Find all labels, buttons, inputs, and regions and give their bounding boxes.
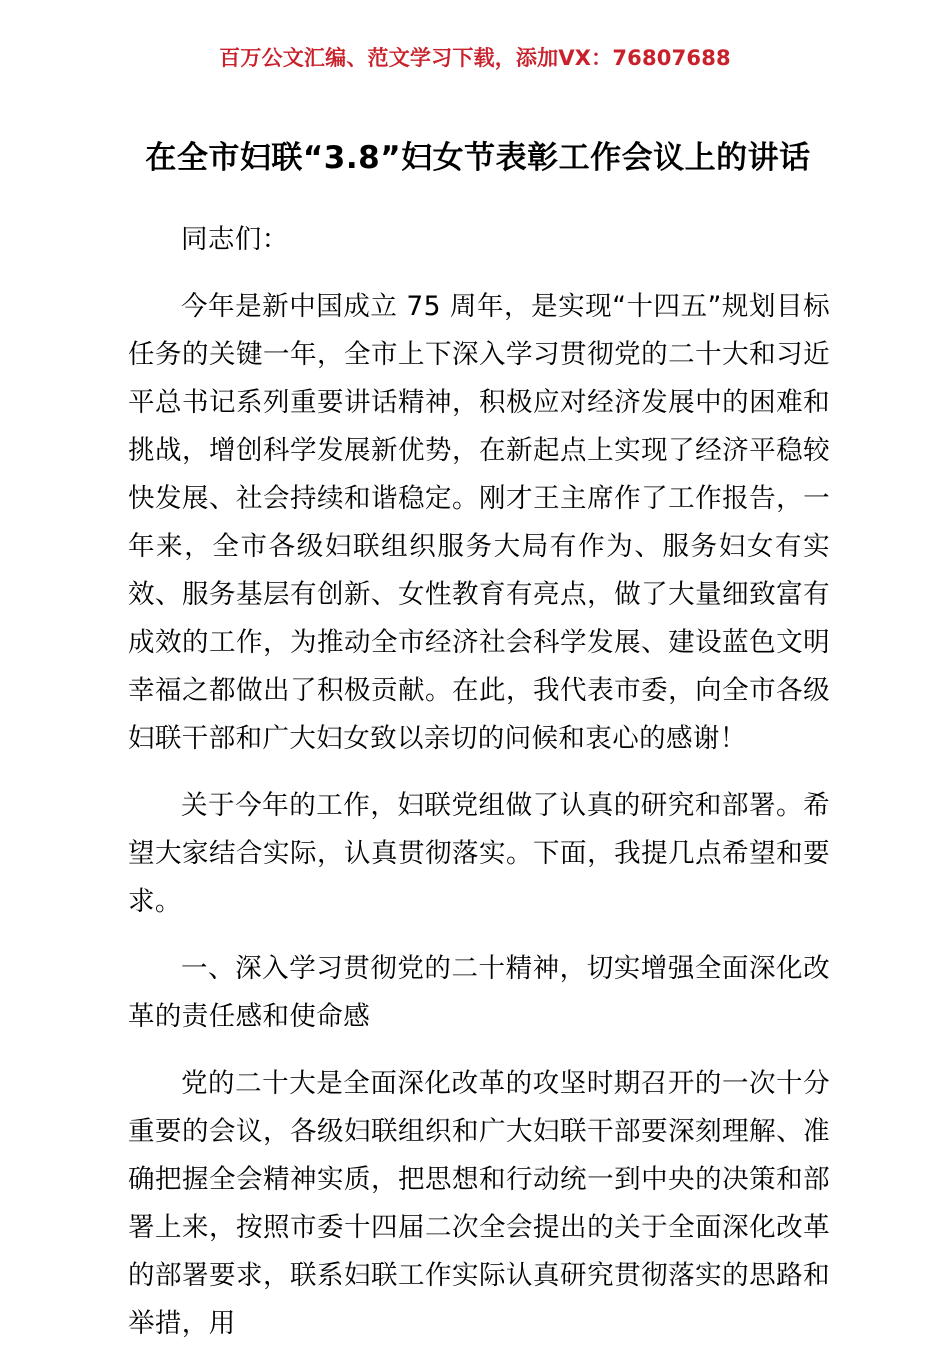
document-title: 在全市妇联“3.8”妇女节表彰工作会议上的讲话 bbox=[145, 139, 811, 176]
salutation-paragraph: 同志们： bbox=[181, 224, 289, 255]
section-heading-1: 一、深入学习贯彻党的二十精神，切实增强全面深化改革的责任感和使命感 bbox=[128, 953, 830, 1032]
body-paragraph-3: 党的二十大是全面深化改革的攻坚时期召开的一次十分重要的会议，各级妇联组织和广大妇联干部要深刻理解、准确把握全会精神实质，把思想和行动统一到中央的决策和部署上来，按照市委十四届二次全会提出的关于全面深化改革的部署要求，联系妇联工作实际认真研究贯彻落实的思路和举措，用 bbox=[128, 1068, 830, 1339]
promo-header-text: 百万公文汇编、范文学习下载，添加VX：76807688 bbox=[219, 46, 731, 70]
document-body bbox=[128, 216, 830, 1348]
body-paragraph-1: 今年是新中国成立 75 周年，是实现“十四五”规划目标任务的关键一年，全市上下深入学习贯彻党的二十大和习近平总书记系列重要讲话精神，积极应对经济发展中的困难和挑战，增创科学发展新优势，在新起点上实现了经济平稳较快发展、社会持续和谐稳定。刚才王主席作了工作报告，一年来，全市各级妇联组织服务大局有作为、服务妇女有实效、服务基层有创新、女性教育有亮点，做了大量细致富有成效的工作，为推动全市经济社会科学发展、建设蓝色文明幸福之都做出了积极贡献。在此，我代表市委，向全市各级妇联干部和广大妇女致以亲切的问候和衷心的感谢！ bbox=[128, 291, 830, 754]
body-paragraph-2: 关于今年的工作，妇联党组做了认真的研究和部署。希望大家结合实际，认真贯彻落实。下面，我提几点希望和要求。 bbox=[128, 790, 830, 917]
